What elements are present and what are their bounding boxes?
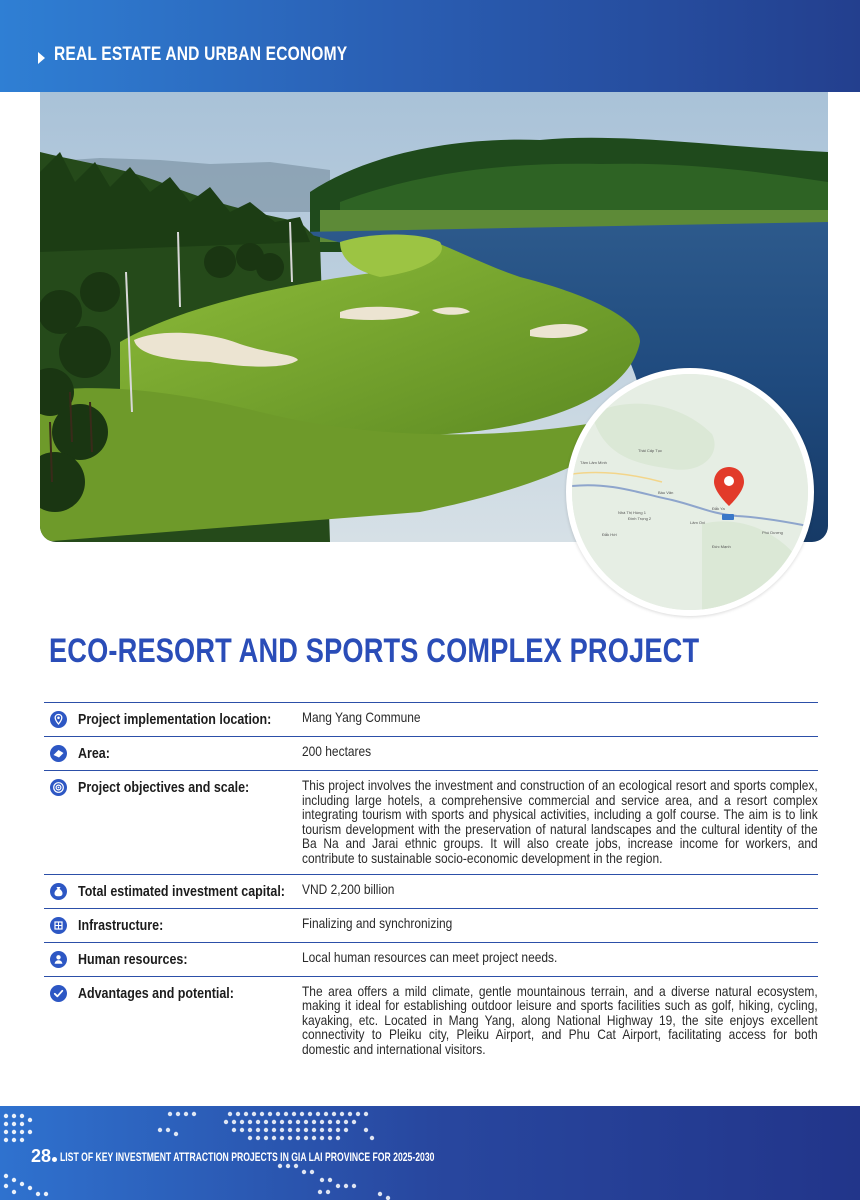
info-row-location (44, 703, 818, 737)
info-value: The area offers a mild climate, gentle mountainous terrain, and a diverse natural ecosystem, making it ideal for establishing outdoor leisure and sports facilities such as golf, hiking, cycling, kayaking, etc. Located in Mang Yang, along National Highway 19, the site enjoys excellent connectivity to Pleiku city, Pleiku Airport, and Phu Cat Airport, facilitating access for both domestic and international visitors. (302, 983, 818, 1057)
info-row-objectives (44, 771, 818, 875)
location-icon (50, 711, 67, 728)
footer-bullet (52, 1157, 57, 1162)
map-place: Lâm Oxi (690, 520, 705, 525)
map-place: Bàu Văn (658, 490, 674, 495)
infrastructure-icon (50, 917, 67, 934)
map-place: Nhà Thị Hùng 1 (618, 510, 646, 515)
info-label: Total estimated investment capital: (78, 883, 285, 900)
area-icon (50, 745, 67, 762)
project-title: ECO-RESORT AND SPORTS COMPLEX PROJECT (49, 632, 700, 670)
map-place: Đức Mạnh (712, 544, 731, 549)
info-row-infrastructure (44, 909, 818, 943)
info-value: This project involves the investment and construction of an ecological resort and sports complex, including large hotels, a comprehensive commercial and service area, and a resort complex integrating tourism with sports and physical activities, including a golf course. The aim is to link tourism development with the preservation of natural landscapes and the cultural identity of the Ba Na and Jarai ethnic groups. It will also create jobs, increase income for workers, and contribute to sustainable socio-economic development in the region. (302, 778, 818, 866)
check-icon (50, 985, 67, 1002)
info-value: VND 2,200 billion (302, 881, 395, 897)
page-number: 28 (31, 1146, 52, 1166)
map-illustration (572, 374, 808, 610)
project-info-table (44, 702, 818, 1064)
section-label: REAL ESTATE AND URBAN ECONOMY (54, 44, 348, 65)
info-label: Infrastructure: (78, 917, 164, 934)
info-value: Finalizing and synchronizing (302, 915, 453, 931)
info-row-advantages (44, 977, 818, 1064)
money-bag-icon (50, 883, 67, 900)
info-value: 200 hectares (302, 744, 372, 759)
map-place: Đắk Hới (602, 532, 617, 537)
map-place: Tâm Lâm Mình (580, 460, 607, 465)
map-place: Phú Dương (762, 530, 783, 535)
map-place: Thái Cấp Tục (638, 448, 662, 453)
target-icon (50, 779, 67, 796)
info-label: Advantages and potential: (78, 985, 234, 1002)
info-row-investment (44, 875, 818, 909)
footer-document-title: LIST OF KEY INVESTMENT ATTRACTION PROJECTS IN GIA LAI PROVINCE FOR 2025-2030 (60, 1150, 435, 1164)
map-place: Đắk Ya (712, 506, 725, 511)
info-label: Project objectives and scale: (78, 780, 250, 796)
map-place: Đình Trọng 2 (628, 516, 652, 521)
info-value: Local human resources can meet project needs. (302, 949, 558, 965)
info-label: Area: (78, 746, 110, 762)
footer-band (0, 1106, 860, 1200)
info-label: Project implementation location: (78, 712, 272, 728)
info-value: Mang Yang Commune (302, 710, 421, 725)
info-row-human-resources (44, 943, 818, 977)
section-arrow-icon (38, 52, 45, 64)
info-row-area (44, 737, 818, 771)
location-map (566, 368, 814, 616)
info-label: Human resources: (78, 951, 188, 968)
header-band (0, 0, 860, 92)
people-icon (50, 951, 67, 968)
